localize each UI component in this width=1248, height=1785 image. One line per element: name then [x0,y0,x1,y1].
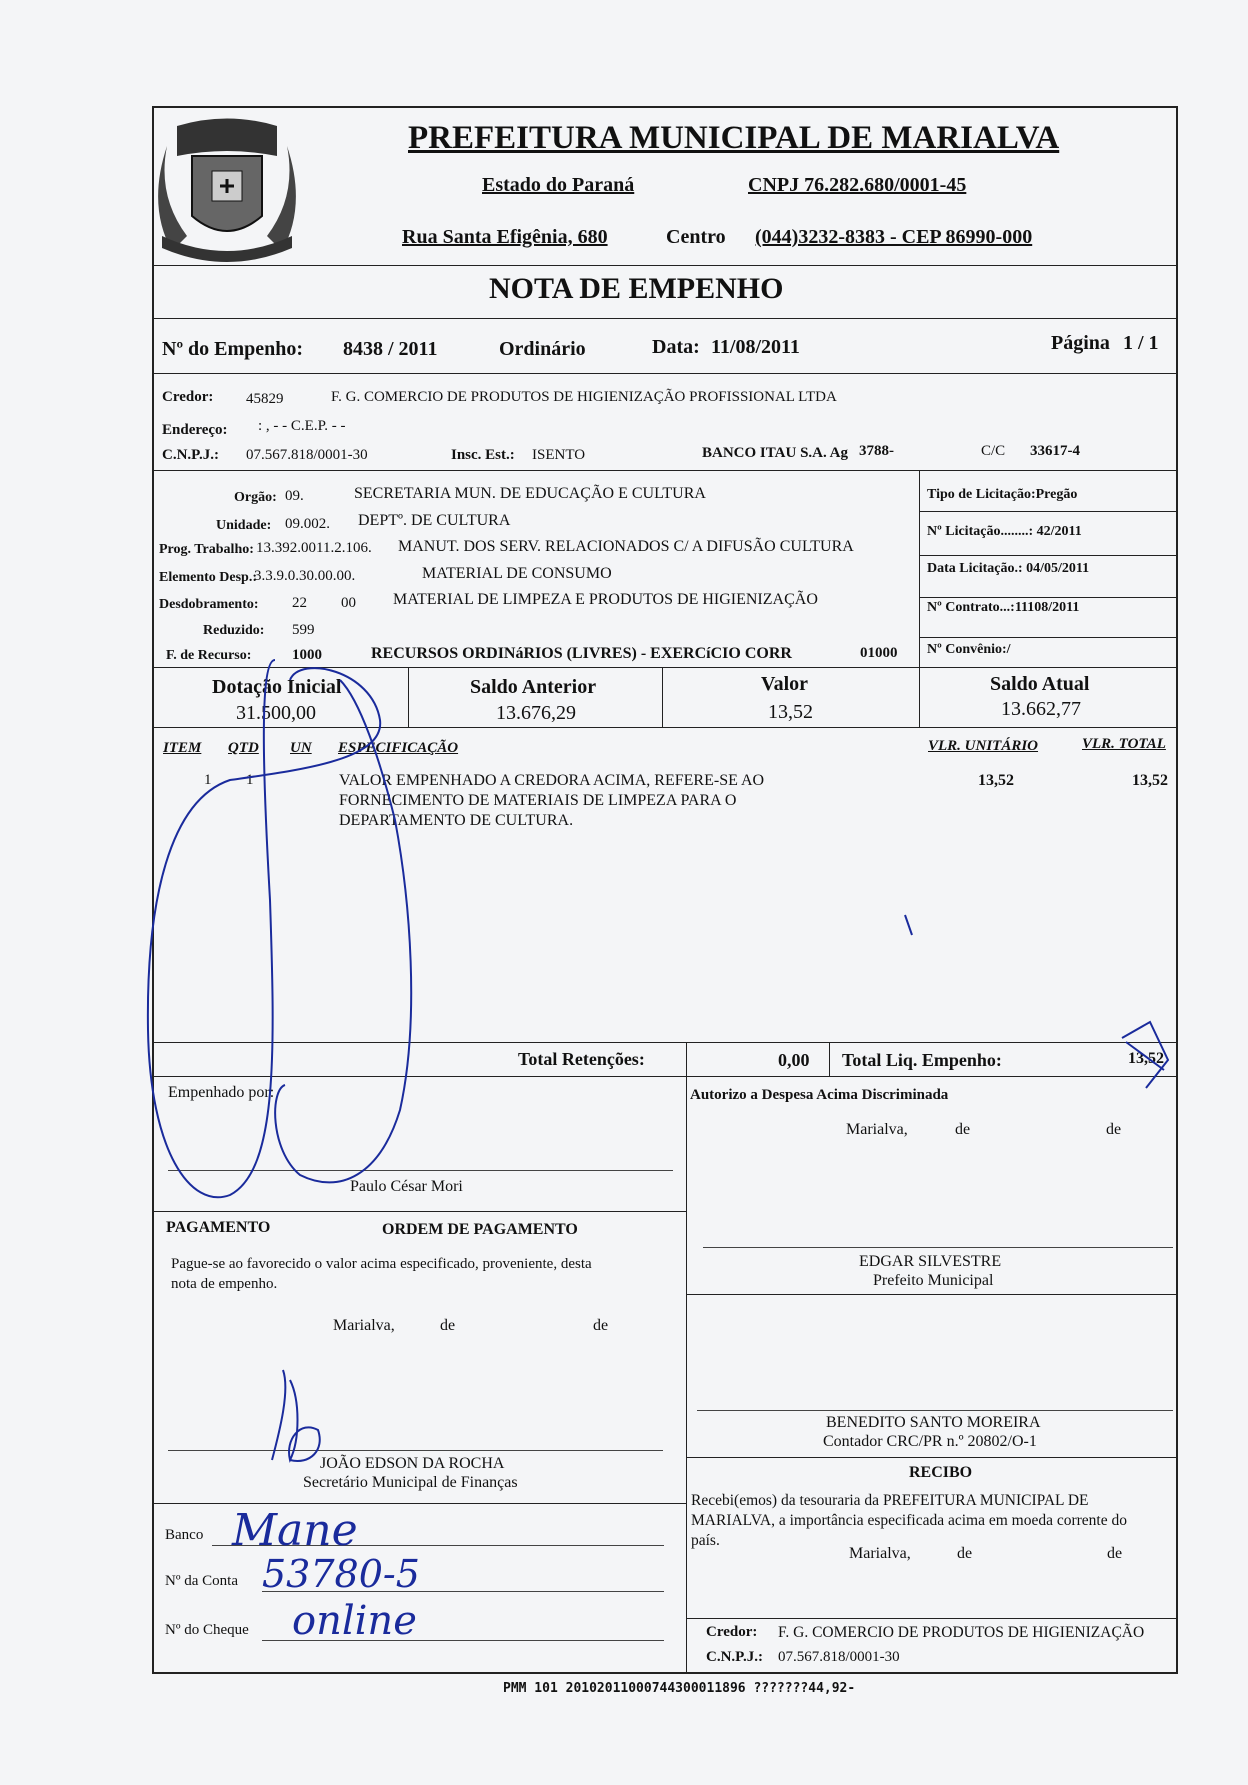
item-total-value: 13,52 [1132,772,1168,789]
empenhado-nome: Paulo César Mori [350,1178,463,1195]
divider [408,667,409,727]
total-retencoes-value: 0,00 [778,1050,810,1070]
header-title: PREFEITURA MUNICIPAL DE MARIALVA [408,120,1060,156]
cheque-field-label: Nº do Cheque [165,1622,249,1638]
saldo-anterior-value: 13.676,29 [496,702,576,724]
divider [152,318,1178,319]
secretario-cargo: Secretário Municipal de Finanças [303,1474,518,1491]
divider [152,1076,1178,1077]
divider [919,637,1178,638]
cc-value: 33617-4 [1030,443,1080,459]
orgao-label: Orgão: [234,490,277,505]
saldo-anterior-label: Saldo Anterior [470,676,597,698]
elemento-code: 3.3.9.0.30.00.00. [254,568,356,584]
secretario-nome: JOÃO EDSON DA ROCHA [320,1455,505,1472]
endereco-value: : , - - C.E.P. - - [258,418,346,434]
empenho-tipo: Ordinário [499,338,586,360]
convenio-numero: Nº Convênio:/ [927,642,1011,657]
conta-field-label: Nº da Conta [165,1573,238,1589]
contador-cargo: Contador CRC/PR n.º 20802/O-1 [823,1433,1037,1450]
divider [152,1503,686,1504]
fonte-label: F. de Recurso: [166,648,252,663]
recibo-texto-line3: país. [691,1532,720,1549]
recibo-cnpj-label: C.N.P.J.: [706,1649,763,1665]
total-retencoes-label: Total Retenções: [518,1049,645,1069]
recibo-texto-line2: MARIALVA, a importância especificada acima em moeda corrente do [691,1512,1127,1529]
item-unit-value: 13,52 [978,772,1014,789]
data-value: 11/08/2011 [711,336,800,358]
signature-line [697,1410,1173,1411]
recibo-label: RECIBO [909,1464,973,1481]
divider [686,1294,1178,1295]
saldo-atual-label: Saldo Atual [990,673,1090,695]
fonte-code: 1000 [292,647,322,663]
dotacao-value: 31.500,00 [236,702,316,724]
recibo-local: Marialva, [849,1545,911,1562]
saldo-atual-value: 13.662,77 [1001,698,1081,720]
data-label: Data: [652,336,700,358]
agencia-value: 3788- [859,443,894,459]
contrato-numero: Nº Contrato...:11108/2011 [927,600,1080,615]
empenho-label: Nº do Empenho: [162,338,304,360]
licitacao-tipo: Tipo de Licitação:Pregão [927,487,1078,502]
recibo-credor-value: F. G. COMERCIO DE PRODUTOS DE HIGIENIZAÇÃO [778,1624,1145,1641]
licitacao-data: Data Licitação.: 04/05/2011 [927,561,1090,576]
autorizo-de2: de [1106,1121,1122,1138]
divider [152,373,1178,374]
reduzido-value: 599 [292,622,315,638]
handwritten-cheque: online [292,1598,417,1644]
divider [919,667,920,727]
pagamento-texto-line1: Pague-se ao favorecido o valor acima especificado, proveniente, desta [171,1256,592,1272]
desdobramento-code2: 00 [341,595,356,611]
credor-codigo: 45829 [246,391,284,407]
prog-desc: MANUT. DOS SERV. RELACIONADOS C/ A DIFUSÃO CULTURA [398,538,854,555]
item-desc-line2: FORNECIMENTO DE MATERIAIS DE LIMPEZA PARA O [339,792,737,809]
item-desc-line1: VALOR EMPENHADO A CREDORA ACIMA, REFERE-SE AO [339,772,765,789]
contador-nome: BENEDITO SANTO MOREIRA [826,1414,1041,1431]
unidade-code: 09.002. [285,516,330,532]
item-num: 1 [204,772,212,788]
insc-label: Insc. Est.: [451,447,515,463]
signature-line [168,1170,673,1171]
recibo-cnpj-value: 07.567.818/0001-30 [778,1649,900,1665]
divider [152,667,1178,668]
cc-label: C/C [981,443,1006,459]
divider [919,555,1178,556]
divider [919,597,1178,598]
divider [152,1211,686,1212]
divider [152,265,1178,266]
credor-label: Credor: [162,389,214,405]
unidade-label: Unidade: [216,518,272,533]
empenho-value: 8438 / 2011 [343,338,438,360]
pagamento-label: PAGAMENTO [166,1219,271,1236]
fonte-num: 01000 [860,645,898,661]
footer-code: PMM 101 20102011000744300011896 ???????44,92- [503,1681,856,1696]
divider [829,1042,830,1076]
pagamento-local: Marialva, [333,1317,395,1334]
endereco-label: Endereço: [162,422,228,438]
document-title: NOTA DE EMPENHO [489,272,784,305]
recibo-de2: de [1107,1545,1123,1562]
cnpj-value: 07.567.818/0001-30 [246,447,368,463]
pagamento-de1: de [440,1317,456,1334]
col-qtd: QTD [228,740,259,756]
divider [152,727,1178,728]
prog-label: Prog. Trabalho: [159,542,254,557]
autorizo-local: Marialva, [846,1121,908,1138]
divider [662,667,663,727]
handwritten-conta: 53780-5 [262,1552,420,1596]
pagina-value: 1 / 1 [1123,332,1159,354]
elemento-desc: MATERIAL DE CONSUMO [422,565,612,582]
banco-field-label: Banco [165,1527,204,1543]
pagamento-texto-line2: nota de empenho. [171,1276,278,1292]
orgao-desc: SECRETARIA MUN. DE EDUCAÇÃO E CULTURA [354,485,706,502]
valor-label: Valor [761,673,809,695]
signature-line [168,1450,663,1451]
item-desc-line3: DEPARTAMENTO DE CULTURA. [339,812,574,829]
ordem-pagamento-label: ORDEM DE PAGAMENTO [382,1221,578,1238]
reduzido-label: Reduzido: [203,623,265,638]
insc-value: ISENTO [532,447,586,463]
divider [686,1618,1178,1619]
pagamento-de2: de [593,1317,609,1334]
valor-value: 13,52 [768,701,813,723]
desdobramento-label: Desdobramento: [159,597,259,612]
licitacao-numero: Nº Licitação........: 42/2011 [927,524,1082,539]
col-item: ITEM [163,740,202,756]
autorizo-label: Autorizo a Despesa Acima Discriminada [690,1087,949,1103]
header-district: Centro [666,226,726,248]
header-cnpj: CNPJ 76.282.680/0001-45 [748,174,967,196]
autorizo-de1: de [955,1121,971,1138]
col-total: VLR. TOTAL [1082,736,1166,752]
prog-code: 13.392.0011.2.106. [256,540,372,556]
col-unit: VLR. UNITÁRIO [928,738,1039,754]
empenhado-label: Empenhado por: [168,1084,275,1101]
dotacao-label: Dotação Inicial [212,676,342,698]
divider [152,1042,1178,1043]
divider [919,511,1178,512]
total-liq-label: Total Liq. Empenho: [842,1050,1002,1070]
unidade-desc: DEPTº. DE CULTURA [358,512,511,529]
signature-line [703,1247,1173,1248]
handwritten-banco: Mane [232,1505,358,1556]
elemento-label: Elemento Desp.: [159,570,257,585]
banco-label: BANCO ITAU S.A. Ag [702,445,848,461]
header-address: Rua Santa Efigênia, 680 [402,226,608,248]
col-espec: ESPECIFICAÇÃO [338,740,459,756]
recibo-texto-line1: Recebi(emos) da tesouraria da PREFEITURA MUNICIPAL DE [691,1492,1089,1509]
item-qtd: 1 [246,772,254,788]
desdobramento-desc: MATERIAL DE LIMPEZA E PRODUTOS DE HIGIENIZAÇÃO [393,591,818,608]
fonte-desc: RECURSOS ORDINáRIOS (LIVRES) - EXERCíCIO CORR [371,645,792,662]
pagina-label: Página [1051,332,1110,354]
prefeito-cargo: Prefeito Municipal [873,1272,994,1289]
cnpj-label: C.N.P.J.: [162,447,219,463]
col-un: UN [290,740,312,756]
divider [152,470,1178,471]
orgao-code: 09. [285,488,304,504]
header-phone-cep: (044)3232-8383 - CEP 86990-000 [755,226,1033,248]
prefeito-nome: EDGAR SILVESTRE [859,1253,1002,1270]
header-state: Estado do Paraná [482,174,635,196]
total-liq-value: 13,52 [1128,1050,1164,1067]
desdobramento-code: 22 [292,595,307,611]
recibo-credor-label: Credor: [706,1624,758,1640]
credor-nome: F. G. COMERCIO DE PRODUTOS DE HIGIENIZAÇÃO PROFISSIONAL LTDA [331,389,837,405]
divider [686,1042,687,1674]
recibo-de1: de [957,1545,973,1562]
divider [686,1457,1178,1458]
